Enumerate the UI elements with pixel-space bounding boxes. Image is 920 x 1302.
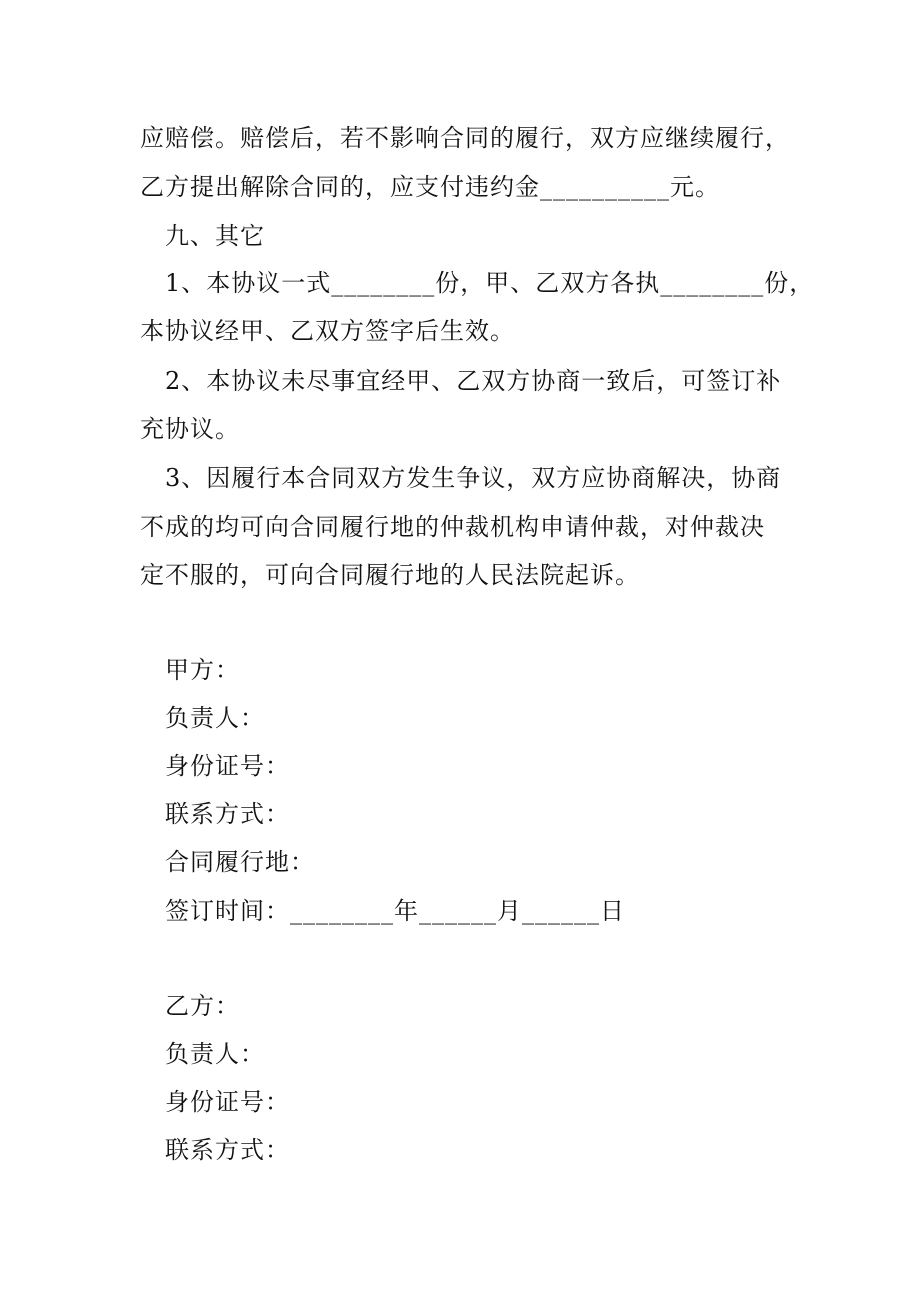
party-a-place: 合同履行地：: [165, 848, 315, 876]
clause-line: 3、因履行本合同双方发生争议，双方应协商解决，协商: [165, 464, 782, 492]
party-a-id-number: 身份证号：: [165, 752, 290, 780]
paragraph-line: 应赔偿。赔偿后，若不影响合同的履行，双方应继续履行，: [140, 124, 790, 152]
clause-line: 1、本协议一式________份，甲、乙双方各执________份，: [165, 269, 815, 297]
section-heading: 九、其它: [165, 222, 265, 250]
clause-line: 2、本协议未尽事宜经甲、乙双方协商一致后，可签订补: [165, 367, 782, 395]
clause-line: 定不服的，可向合同履行地的人民法院起诉。: [140, 561, 640, 589]
clause-line: 充协议。: [140, 415, 240, 443]
party-a-contact: 联系方式：: [165, 800, 290, 828]
party-a-signing-time: 签订时间：________年______月______日: [165, 897, 625, 925]
clause-line: 本协议经甲、乙双方签字后生效。: [140, 317, 515, 345]
party-b-id-number: 身份证号：: [165, 1088, 290, 1116]
party-b-label: 乙方：: [165, 992, 240, 1020]
party-a-label: 甲方：: [165, 656, 240, 684]
paragraph-line: 乙方提出解除合同的，应支付违约金__________元。: [140, 173, 720, 201]
party-b-contact: 联系方式：: [165, 1136, 290, 1164]
clause-line: 不成的均可向合同履行地的仲裁机构申请仲裁，对仲裁决: [140, 513, 765, 541]
party-a-person-in-charge: 负责人：: [165, 704, 265, 732]
party-b-person-in-charge: 负责人：: [165, 1040, 265, 1068]
